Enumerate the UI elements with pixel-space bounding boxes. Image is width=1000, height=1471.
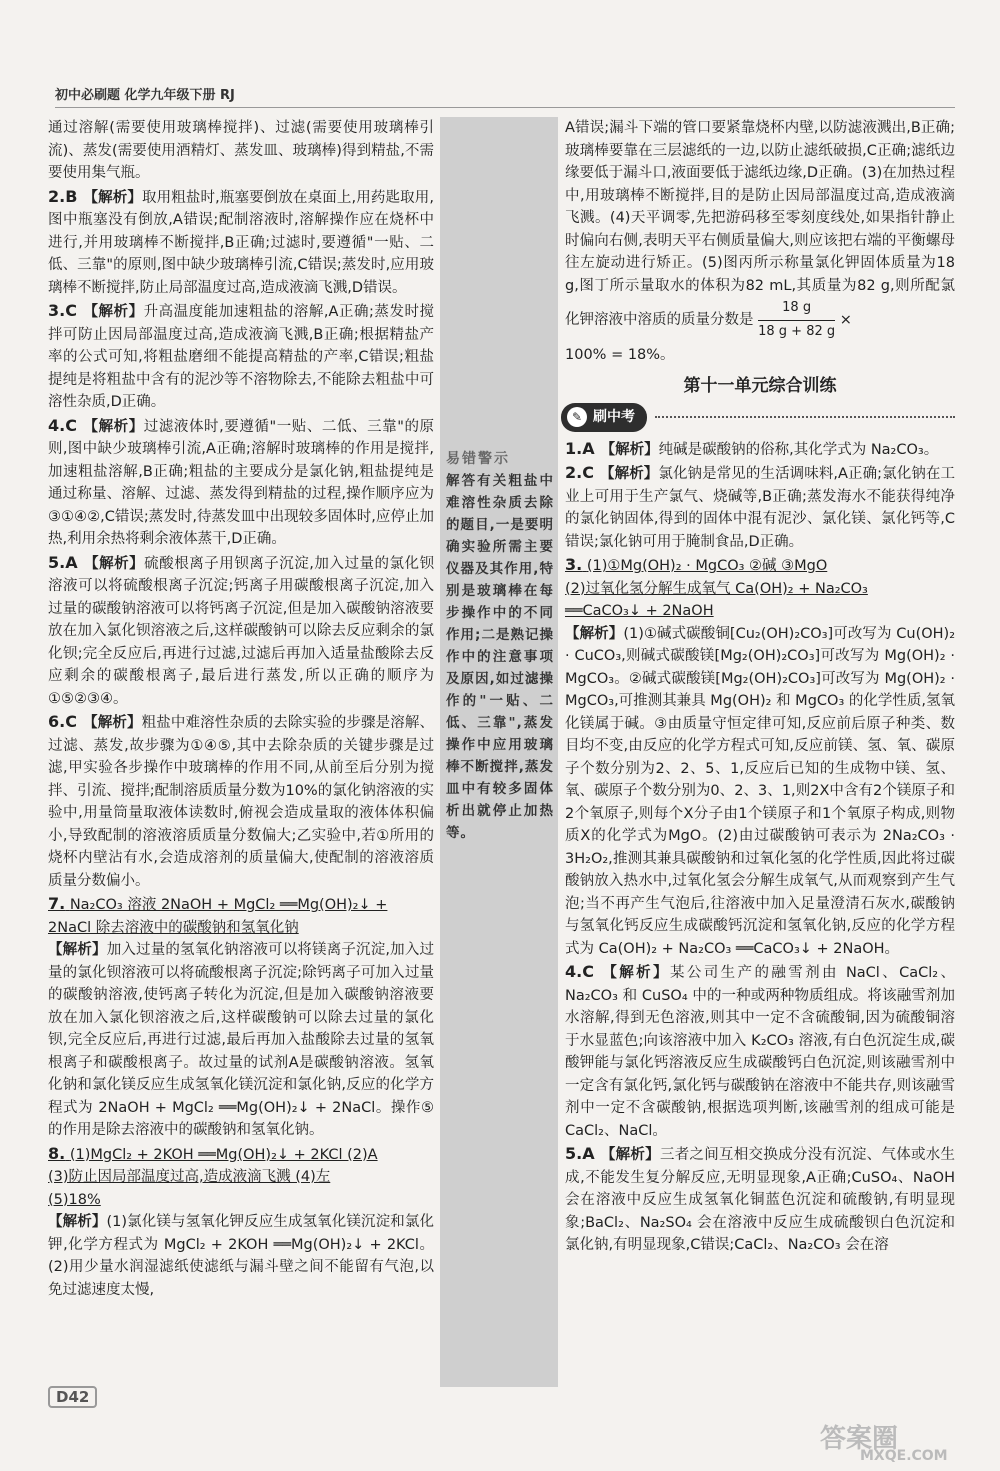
multiply-sign: × bbox=[839, 312, 852, 328]
analysis-text: 取用粗盐时,瓶塞要倒放在桌面上,用药匙取用,图中瓶塞没有倒放,A错误;配制溶液时,溶解操作应在烧杯中进行,并用玻璃棒不断搅拌,B正确;过滤时,要遵循"一贴、二低、三靠"的原则,图中缺少玻璃棒引流,C错误;蒸发时,应用玻璃棒不断搅拌,防止局部温度过高,造成液滴飞溅,D错误。 bbox=[48, 189, 434, 296]
left-column bbox=[48, 117, 434, 1302]
section-title: 第十一单元综合训练 bbox=[683, 375, 837, 396]
question-number: 2. bbox=[565, 463, 583, 482]
answer-letter: C bbox=[65, 301, 77, 320]
analysis-tag: 【解析】 bbox=[82, 715, 142, 731]
question-2 bbox=[48, 186, 434, 300]
analysis-text: 氯化钠是常见的生活调味料,A正确;氯化钠在工业上可用于生产氯气、烧碱等,B正确;蒸发海水不能获得纯净的氯化钠固体,得到的固体中混有泥沙、氯化镁、氯化钙等,C错误;氯化钠可用于腌制食品,D正确。 bbox=[565, 466, 955, 550]
continued-text: A错误;漏斗下端的管口要紧靠烧杯内壁,以防滤液溅出,B正确;玻璃棒要靠在三层滤纸的一边,以防止滤纸破损,C正确;滤纸边缘要低于漏斗口,液面要低于滤纸边缘,D正确。(3)在加热过程中,用玻璃棒不断搅拌,目的是防止因局部温度过高,造成液滴飞溅。(4)天平调零,先把游码移至零刻度线处,如果指针静止时偏向右侧,表明天平右侧质量偏大,则应该把右端的平衡螺母往左旋动进行矫正。(5)图丙所示称量氯化钾固体质量为18 g,图丁所示量取水的体积为82 mL,其质量为82 g,则所配氯化钾溶液中溶质的质量分数是 bbox=[565, 120, 955, 328]
question-number: 4. bbox=[565, 962, 583, 981]
answer-line: (2)过氧化氢分解生成氧气 Ca(OH)₂ + Na₂CO₃ bbox=[565, 580, 868, 597]
right-column bbox=[565, 117, 955, 1258]
answer-line: 2NaCl 除去溶液中的碳酸钠和氢氧化钠 bbox=[48, 919, 299, 936]
answer-letter: A bbox=[582, 1144, 595, 1163]
question-5 bbox=[48, 552, 434, 711]
analysis-text: 某公司生产的融雪剂由 NaCl、CaCl₂、Na₂CO₃ 和 CuSO₄ 中的一种或两种物质组成。将该融雪剂加水溶解,得到无色溶液,则其中一定不含硫酸铜,因为硫酸铜溶于水显蓝色;向该溶液中加入 K₂CO₃ 溶液,有白色沉淀生成,碳酸钾能与氯化钙溶液反应生成碳酸钙白色沉淀,则该融雪剂中一定含有氯化钙,氯化钙与碳酸钠在溶液中不能共存,则该融雪剂中一定不含碳酸钠,根据选项判断,该融雪剂的组成可能是 CaCl₂、NaCl。 bbox=[565, 965, 955, 1139]
result-line: 100% = 18%。 bbox=[565, 347, 675, 363]
question-1 bbox=[565, 438, 955, 462]
question-number: 5. bbox=[565, 1144, 583, 1163]
question-8 bbox=[48, 1143, 434, 1302]
answer-letter: A bbox=[582, 438, 595, 458]
analysis-tag: 【解析】 bbox=[599, 466, 659, 482]
badge-row bbox=[561, 403, 955, 432]
question-number: 7. bbox=[48, 894, 66, 913]
fraction-numerator: 18 g bbox=[758, 297, 835, 321]
question-number: 3. bbox=[48, 301, 66, 320]
continued-analysis bbox=[565, 117, 955, 343]
analysis-tag: 【解析】 bbox=[600, 441, 659, 458]
analysis-text: 硫酸根离子用钡离子沉淀,加入过量的氯化钡溶液可以将硫酸根离子沉淀;钙离子用碳酸根离子沉淀,加入过量的碳酸钠溶液可以将钙离子沉淀,但是加入碳酸钠溶液要放在加入氯化钡溶液之后,这样碳酸钠可以除去反应剩余的氯化钡;完全反应后,再进行过滤,过滤后再加入适量盐酸除去反应剩余的碳酸根离子,最后进行蒸发,所以正确的顺序为①⑤②③④。 bbox=[48, 555, 435, 707]
answer-text: (1)①Mg(OH)₂ · MgCO₃ ②碱 ③MgO bbox=[586, 558, 828, 574]
analysis-tag: 【解析】 bbox=[565, 625, 624, 642]
question-3 bbox=[565, 554, 955, 960]
watermark-logo: 答案圈 bbox=[820, 1424, 899, 1454]
question-number: 1. bbox=[565, 438, 583, 458]
analysis-text: 纯碱是碳酸钠的俗称,其化学式为 Na₂CO₃。 bbox=[658, 441, 939, 458]
analysis-text: 升高温度能加速粗盐的溶解,A正确;蒸发时搅拌可防止因局部温度过高,造成液滴飞溅,B正确;根据精盐产率的公式可知,将粗盐磨细不能提高精盐的产率,C错误;粗盐提纯是将粗盐中含有的泥沙等不溶物除去,不能除去粗盐中可溶性杂质,D正确。 bbox=[48, 304, 435, 410]
question-4 bbox=[48, 415, 434, 551]
answer-letter: C bbox=[582, 463, 594, 482]
answer-line bbox=[48, 893, 434, 917]
analysis-text: 过滤液体时,要遵循"一贴、二低、三靠"的原则,图中缺少玻璃棒引流,A正确;溶解时玻璃棒的作用是搅拌,加速粗盐溶解,B正确;粗盐的主要成分是氯化钠,粗盐提纯是通过称量、溶解、过滤、蒸发得到精盐的过程,操作顺序应为③①④②,C错误;蒸发时,待蒸发皿中出现较多固体时,应停止加热,利用余热将剩余液体蒸干,D正确。 bbox=[48, 418, 435, 547]
fraction-denominator: 18 g + 82 g bbox=[758, 323, 836, 339]
analysis-tag: 【解析】 bbox=[48, 942, 107, 958]
analysis-tag: 【解析】 bbox=[48, 1214, 107, 1230]
answer-letter: B bbox=[65, 186, 78, 206]
fraction bbox=[758, 297, 835, 343]
analysis-text: 加入过量的氢氧化钠溶液可以将镁离子沉淀,加入过量的氯化钡溶液可以将硫酸根离子沉淀;除钙离子可加入过量的碳酸钠溶液,使钙离子转化为沉淀,但是加入碳酸钠溶液要放在加入氯化钡溶液之后,这样碳酸钠可以除去过量的氯化钡,完全反应后,再进行过滤,最后再加入盐酸除去过量的氢氧根离子和碳酸根离子。故过量的试剂A是碳酸钠溶液。氢氧化钠和氯化镁反应生成氢氧化镁沉淀和氯化钠,反应的化学方程式为 2NaOH + MgCl₂ ══Mg(OH)₂↓ + 2NaCl。操作⑤的作用是除去溶液中的碳酸钠和氢氧化钠。 bbox=[48, 942, 435, 1138]
question-number: 5. bbox=[48, 552, 66, 572]
analysis-tag: 【解析】 bbox=[83, 189, 143, 206]
answer-line bbox=[48, 1143, 434, 1167]
answer-letter: C bbox=[65, 415, 77, 435]
page-number: D42 bbox=[48, 1386, 97, 1408]
answer-letter: C bbox=[65, 712, 77, 731]
analysis-tag: 【解析】 bbox=[599, 965, 670, 981]
analysis-tag: 【解析】 bbox=[600, 1147, 660, 1163]
question-number: 3. bbox=[565, 555, 583, 574]
answer-letter: C bbox=[582, 962, 594, 981]
dotted-divider bbox=[655, 416, 955, 418]
page-header: 初中必刷题 化学九年级下册 RJ bbox=[55, 84, 955, 108]
question-number: 8. bbox=[48, 1143, 66, 1163]
question-5 bbox=[565, 1143, 955, 1257]
question-number: 2. bbox=[48, 186, 66, 206]
watermark-url: MXQE.COM bbox=[860, 1448, 948, 1464]
pencil-icon: ✎ bbox=[567, 407, 587, 427]
answer-text: Na₂CO₃ 溶液 2NaOH + MgCl₂ ══Mg(OH)₂↓ + bbox=[69, 897, 388, 913]
answer-line: (5)18% bbox=[48, 1191, 101, 1208]
question-4 bbox=[565, 961, 955, 1142]
question-3 bbox=[48, 300, 434, 414]
badge-label: 刷中考 bbox=[593, 409, 635, 425]
analysis-text: 三者之间互相交换成分没有沉淀、气体或水生成,不能发生复分解反应,无明显现象,A正确;CuSO₄、NaOH 会在溶液中反应生成氢氧化铜蓝色沉淀和硫酸钠,有明显现象;BaCl₂、Na₂SO₄ 会在溶液中反应生成硫酸钡白色沉淀和氯化钠,有明显现象,C错误;CaCl₂、Na₂CO₃ 会在溶 bbox=[565, 1147, 956, 1253]
analysis-tag: 【解析】 bbox=[83, 555, 145, 572]
analysis-text: 粗盐中难溶性杂质的去除实验的步骤是溶解、过滤、蒸发,故步骤为①④⑤,其中去除杂质的关键步骤是过滤,甲实验各步操作中玻璃棒的作用不同,从前至后分别为搅拌、引流、搅拌;配制溶质质量分数为10%的氯化钠溶液的实验中,用量筒量取液体读数时,俯视会造成量取的液体体积偏小,导致配制的溶液溶质质量分数偏大;乙实验中,若①所用的烧杯内壁沾有水,会造成溶剂的质量偏大,使配制的溶液溶质质量分数偏小。 bbox=[48, 715, 435, 889]
analysis-text: (1)氯化镁与氢氧化钾反应生成氢氧化镁沉淀和氯化钾,化学方程式为 MgCl₂ + 2KOH ══Mg(OH)₂↓ + 2KCl。(2)用少量水润湿滤纸使滤纸与漏斗壁之间不能留有气泡,以免过滤速度太慢, bbox=[48, 1214, 435, 1298]
analysis-text: (1)①碱式碳酸铜[Cu₂(OH)₂CO₃]可改写为 Cu(OH)₂ · CuCO₃,则碱式碳酸镁[Mg₂(OH)₂CO₃]可改写为 Mg(OH)₂ · MgCO₃。②碱式碳酸镁[Mg₂(OH)₂CO₃]可改写为 Mg(OH)₂ · MgCO₃,可推测其兼具 Mg(OH)₂ 和 MgCO₃ 的化学性质,氢氧化镁属于碱。③由质量守恒定律可知,反应前后原子种类、数目均不变,由反应的化学方程式可知,反应前镁、氢、氧、碳原子个数分别为2、2、5、1,反应后已知的生成物中镁、氢、氧、碳原子个数分别为0、2、3、1,则2X中含有2个镁原子和2个氧原子,则每个X分子由1个镁原子和1个氧原子构成,则物质X的化学式为MgO。(2)由过碳酸钠可表示为 2Na₂CO₃ · 3H₂O₂,推测其兼具碳酸钠和过氧化氢的化学性质,因此将过碳酸钠放入热水中,过氧化氢会分解生成氧气,从而观察到产生气泡;当不再产生气泡后,往溶液中加入足量澄清石灰水,碳酸钠与氢氧化钙反应生成碳酸钙沉淀和氢氧化钠,反应的化学方程式为 Ca(OH)₂ + Na₂CO₃ ══CaCO₃↓ + 2NaOH。 bbox=[565, 625, 956, 957]
intro-paragraph: 通过溶解(需要使用玻璃棒搅拌)、过滤(需要使用玻璃棒引流)、蒸发(需要使用酒精灯、蒸发皿、玻璃棒)得到精盐,不需要使用集气瓶。 bbox=[48, 120, 434, 181]
question-number: 6. bbox=[48, 712, 66, 731]
sidebar-title: 易错警示 bbox=[446, 451, 510, 467]
question-7 bbox=[48, 893, 434, 1142]
answer-line: (3)防止因局部温度过高,造成液滴飞溅 (4)左 bbox=[48, 1169, 331, 1185]
answer-line: ══CaCO₃↓ + 2NaOH bbox=[565, 603, 714, 619]
question-6 bbox=[48, 711, 434, 892]
exam-badge bbox=[561, 403, 647, 432]
answer-text: (1)MgCl₂ + 2KOH ══Mg(OH)₂↓ + 2KCl (2)A bbox=[69, 1146, 378, 1163]
answer-line bbox=[565, 554, 955, 578]
answer-letter: A bbox=[65, 552, 78, 572]
analysis-tag: 【解析】 bbox=[82, 304, 144, 320]
sidebar-text: 解答有关粗盐中难溶性杂质去除的题目,一是要明确实验所需主要仪器及其作用,特别是玻璃棒在每步操作中的不同作用;二是熟记操作中的注意事项及原因,如过滤操作的"一贴、二低、三靠",蒸发操作中应用玻璃棒不断搅拌,蒸发皿中有较多固体析出就停止加热等。 bbox=[446, 473, 554, 841]
question-2 bbox=[565, 462, 955, 553]
question-number: 4. bbox=[48, 415, 66, 435]
analysis-tag: 【解析】 bbox=[82, 418, 144, 435]
